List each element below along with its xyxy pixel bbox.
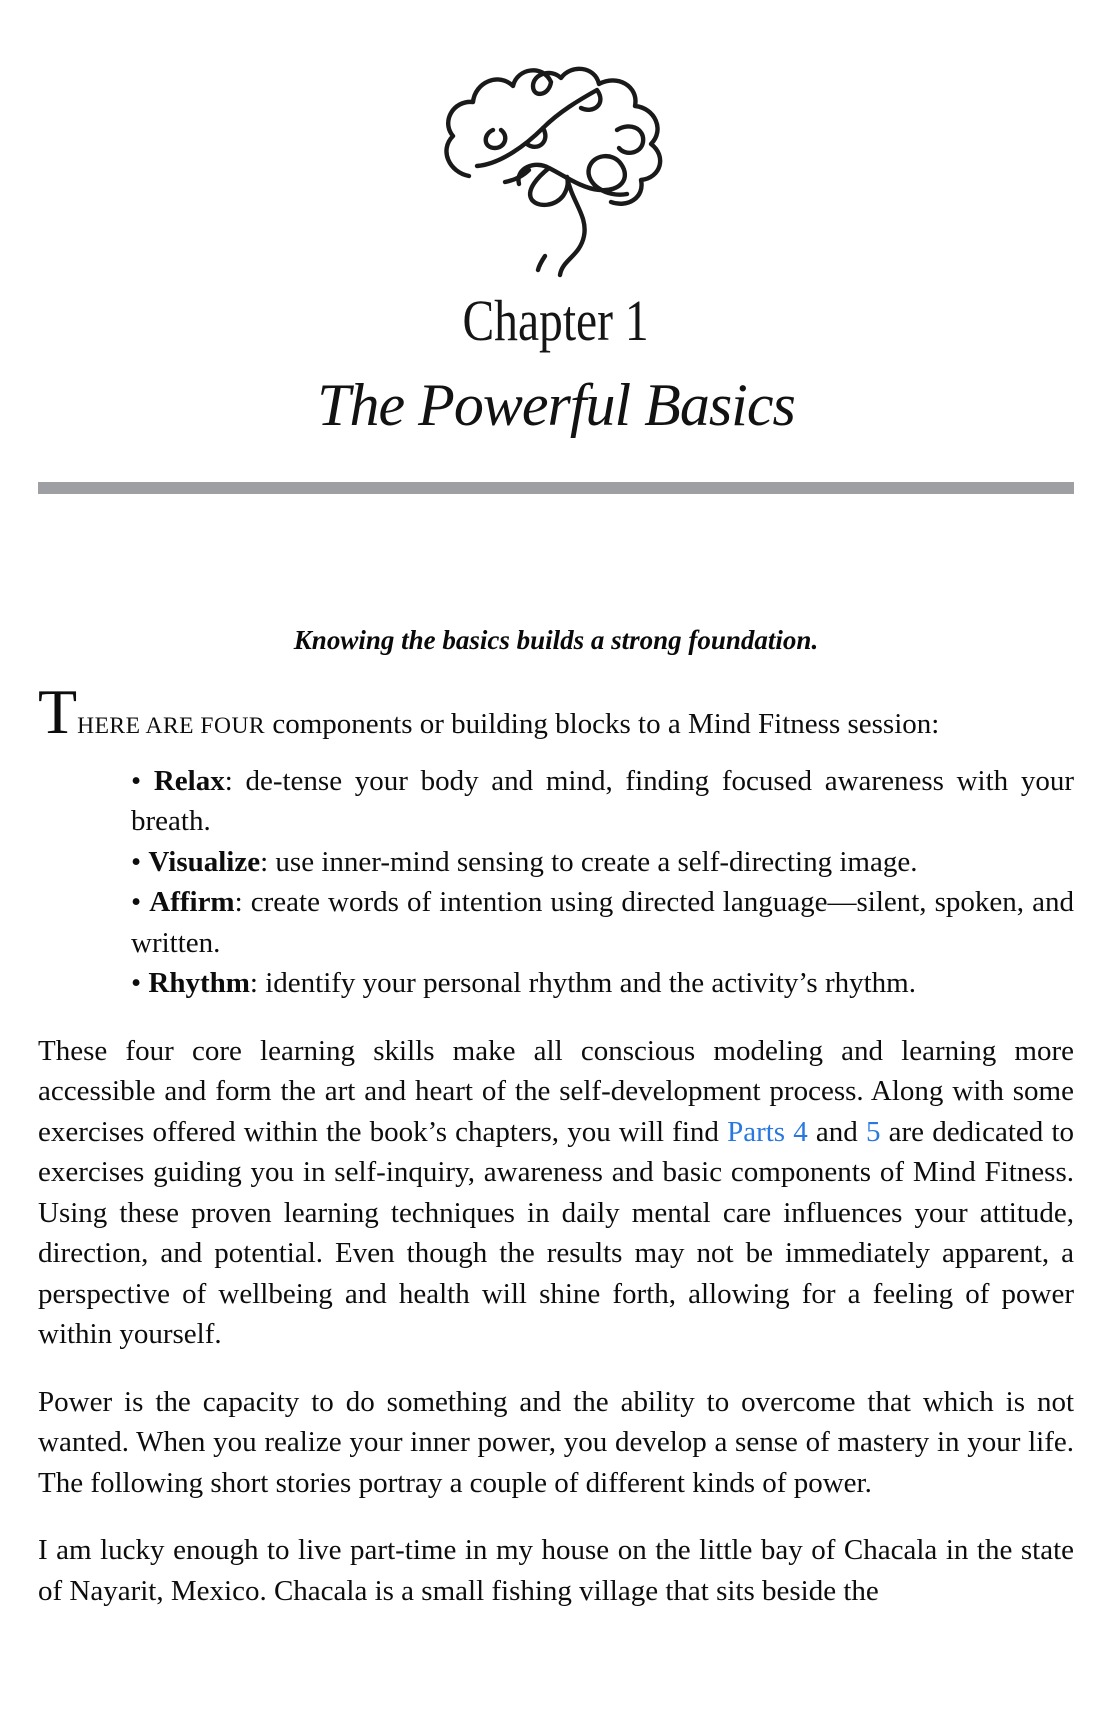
link-part-5[interactable]: 5: [865, 1115, 881, 1148]
bullet-marker: •: [131, 886, 150, 918]
bullet-item-rhythm: [131, 963, 1074, 1004]
drop-cap: T: [38, 676, 78, 747]
paragraph-skills: [38, 1031, 1074, 1355]
book-page: [0, 56, 1112, 1611]
title-divider-bar: [38, 482, 1074, 494]
paragraph-power: Power is the capacity to do something and the ability to overcome that which is not wanted. When you realize your inner power, you develop a sense of mastery in your life. The following short stories portray a couple of different kinds of power.: [38, 1385, 1074, 1499]
bullet-marker: •: [131, 967, 149, 999]
paragraph-chacala: I am lucky enough to live part-time in my house on the little bay of Chacala in the state of Nayarit, Mexico. Chacala is a small fishing village that sits beside the: [38, 1534, 1074, 1607]
epigraph: Knowing the basics builds a strong foundation.: [293, 625, 819, 655]
bullet-item-visualize: [131, 842, 1074, 883]
bullet-term: Relax: [153, 764, 225, 797]
bullet-text: : identify your personal rhythm and the activity’s rhythm.: [249, 967, 916, 999]
paragraph-segment: These four core learning skills make all conscious modeling and learning more accessible and form the art and heart of the self-development process. Along with some exercises offered within the book’s chapters, you will find: [38, 1034, 1074, 1148]
bullet-text: : use inner-mind sensing to create a self-directing image.: [260, 845, 918, 878]
bullet-text: : create words of intention using directed language—silent, spoken, and written.: [131, 886, 1074, 959]
bullet-marker: •: [131, 845, 149, 878]
bullet-term: Visualize: [148, 845, 261, 878]
bullet-term: Affirm: [149, 886, 235, 918]
bullet-text: : de-tense your body and mind, finding focused awareness with your breath.: [131, 764, 1074, 837]
chapter-label-text: Chapter 1: [462, 288, 650, 353]
link-parts-4[interactable]: Parts 4: [727, 1115, 808, 1148]
paragraph-segment: and: [807, 1115, 866, 1148]
lead-smallcaps: HERE ARE FOUR: [77, 713, 266, 739]
bullet-marker: •: [131, 764, 154, 797]
components-bullet-list: [38, 761, 1074, 1004]
brain-line-art-icon: [422, 56, 690, 286]
bullet-term: Rhythm: [148, 967, 250, 999]
bullet-item-affirm: [131, 882, 1074, 963]
lead-paragraph: [38, 676, 1074, 747]
paragraph-segment: are dedicated to exercises guiding you in self-inquiry, awareness and basic components of Mind Fitness. Using these proven learning techniques in daily mental care influences your attitude, direction, and potential. Even though the results may not be immediately apparent, a perspective of wellbeing and health will shine forth, allowing for a feeling of power within yourself.: [38, 1115, 1075, 1350]
lead-rest: components or building blocks to a Mind Fitness session:: [265, 708, 940, 740]
page-title: The Powerful Basics: [317, 372, 795, 438]
chapter-label: [38, 288, 1074, 353]
bullet-item-relax: [131, 761, 1074, 842]
brain-icon-svg: [422, 56, 690, 286]
